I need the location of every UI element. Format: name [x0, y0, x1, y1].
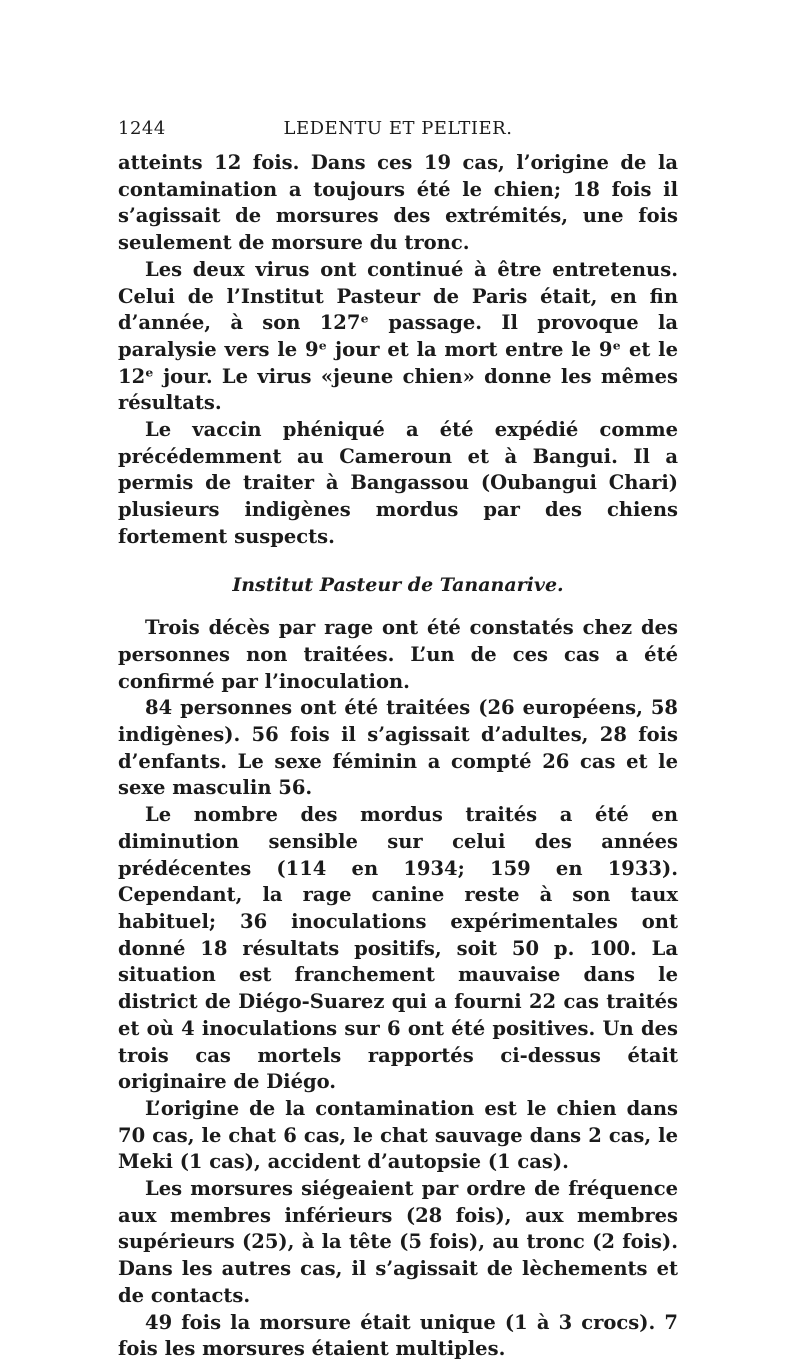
running-title: LEDENTU ET PELTIER.	[283, 118, 513, 139]
section-heading: Institut Pasteur de Tananarive.	[232, 573, 564, 596]
body-text	[118, 150, 678, 1363]
paragraph: Les deux virus ont continué à être entretenus. Celui de l’Institut Pasteur de Paris était, en fin d’année, à son 127ᵉ passage. Il provoque la paralysie vers le 9ᵉ jour et la mort entre le 9ᵉ et le 12ᵉ jour. Le virus «jeune chien» donne les mêmes résultats.	[118, 257, 678, 415]
running-head	[118, 118, 678, 142]
page-number: 1244	[118, 118, 166, 139]
paragraph: 84 personnes ont été traitées (26 européens, 58 indigènes). 56 fois il s’agissait d’adultes, 28 fois d’enfants. Le sexe féminin a compté 26 cas et le sexe masculin 56.	[118, 696, 678, 800]
paragraph: Le nombre des mordus traités a été en diminution sensible sur celui des années prédécentes (114 en 1934; 159 en 1933). Cependant, la rage canine reste à son taux habituel; 36 inoculations expérimentales ont donné 18 résultats positifs, soit 50 p. 100. La situation est franchement mauvaise dans le district de Diégo-Suarez qui a fourni 22 cas traités et où 4 inoculations sur 6 ont été positives. Un des trois cas mortels rapportés ci-dessus était originaire de Diégo.	[118, 803, 678, 1094]
paragraph: 49 fois la morsure était unique (1 à 3 crocs). 7 fois les morsures étaient multiples.	[118, 1310, 678, 1361]
paragraph: atteints 12 fois. Dans ces 19 cas, l’origine de la contamination a toujours été le chien; 18 fois il s’agissait de morsures des extrémités, une fois seulement de morsure du tronc.	[118, 151, 678, 255]
paragraph: Trois décès par rage ont été constatés chez des personnes non traitées. L’un de ces cas a été confirmé par l’inoculation.	[118, 616, 678, 693]
paragraph: Le vaccin phéniqué a été expédié comme précédemment au Cameroun et à Bangui. Il a permis de traiter à Bangassou (Oubangui Chari) plusieurs indigènes mordus par des chiens fortement suspects.	[118, 418, 678, 548]
paragraph: L’origine de la contamination est le chien dans 70 cas, le chat 6 cas, le chat sauvage dans 2 cas, le Meki (1 cas), accident d’autopsie (1 cas).	[118, 1096, 678, 1174]
paragraph: Les morsures siégeaient par ordre de fréquence aux membres inférieurs (28 fois), aux membres supérieurs (25), à la tête (5 fois), au tronc (2 fois). Dans les autres cas, il s’agissait de lèchements et de contacts.	[118, 1177, 678, 1307]
